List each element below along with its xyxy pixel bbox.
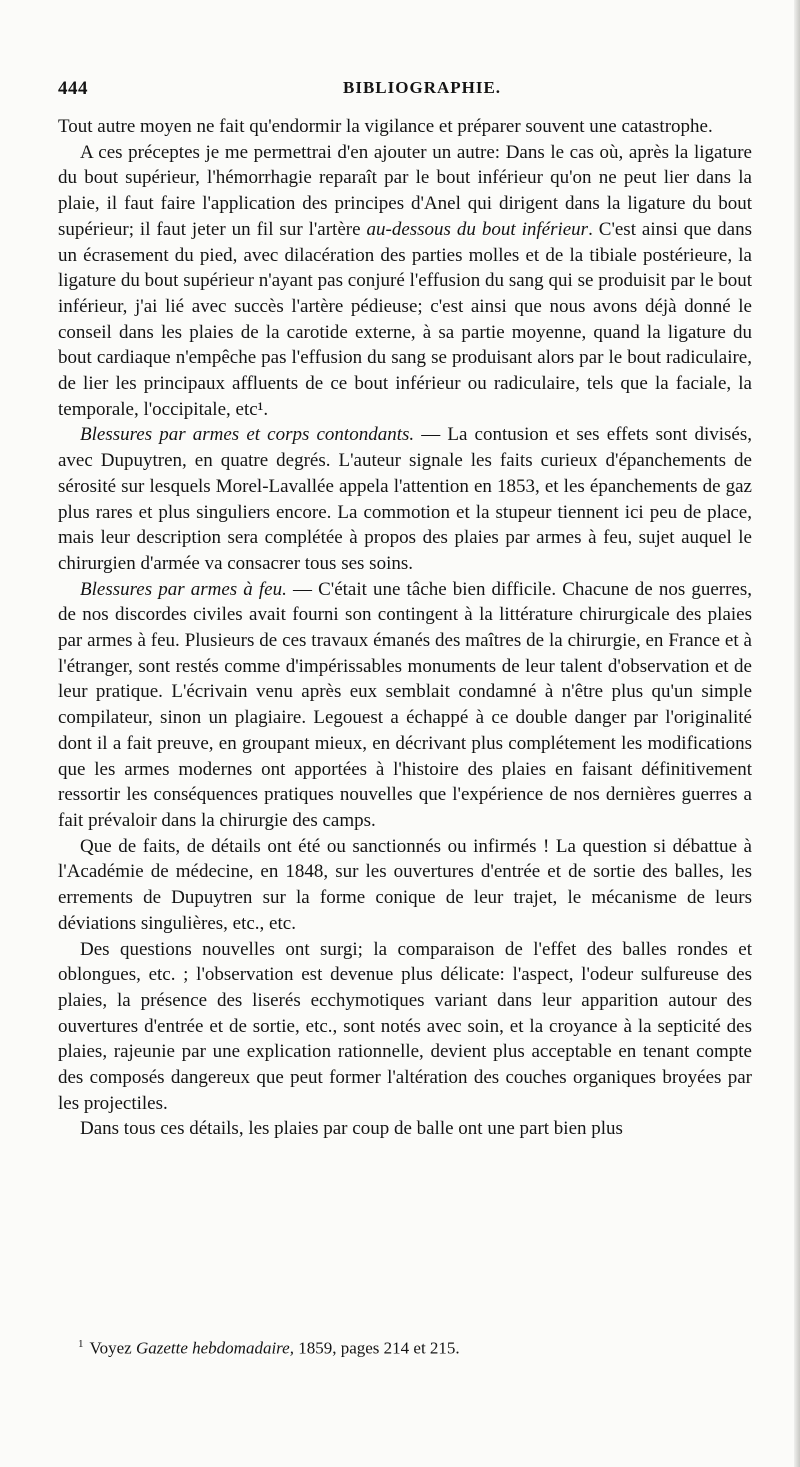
text-run: Dans tous ces détails, les plaies par coup de balle ont une part bien plus xyxy=(80,1118,623,1140)
body-text xyxy=(58,114,752,1142)
paragraph-p6 xyxy=(58,937,752,1117)
page-header xyxy=(58,78,758,108)
page-edge-shadow xyxy=(794,0,800,1467)
paragraph-p2 xyxy=(58,140,752,423)
paragraph-p5 xyxy=(58,834,752,937)
italic-phrase: Blessures par armes à feu. xyxy=(80,578,287,600)
text-run: Que de faits, de détails ont été ou sanctionnés ou infirmés ! La question si débattue à l'Académie de médecine, en 1848, sur les ouvertures d'entrée et de sortie des balles, les errements de Dupuytren sur la forme conique de leur trajet, le mécanisme de leurs déviations singulières, etc., etc. xyxy=(58,835,752,934)
footnote-marker: 1 xyxy=(78,1338,84,1350)
text-run: Tout autre moyen ne fait qu'endormir la vigilance et préparer souvent une catastrophe. xyxy=(58,116,713,137)
paragraph-p4 xyxy=(58,577,752,834)
text-run: Des questions nouvelles ont surgi; la comparaison de l'effet des balles rondes et oblongues, etc. ; l'observation est devenue plus délicate: l'aspect, l'odeur sulfureuse des plaies, la présence des liserés ecchymotiques variant dans leur apparition autour des ouvertures d'entrée et de sortie, etc., sont notés avec soin, et la croyance à la septicité des plaies, rajeunie par une explication rationnelle, devient plus acceptable en tenant compte des composés dangereux que peut former l'altération des couches organiques broyées par les projectiles. xyxy=(58,938,752,1114)
text-run: — La contusion et ses effets sont divisés, avec Dupuytren, en quatre degrés. L'auteur signale les faits curieux d'épanchements de sérosité sur lesquels Morel-Lavallée appela l'attention en 1853, et les épanchements de gaz plus rares et plus singuliers encore. La commotion et la stupeur tiennent ici peu de place, mais leur description sera complétée à propos des plaies par armes à feu, sujet auquel le chirurgien d'armée va consacrer tous ses soins. xyxy=(58,424,752,574)
footnote-prefix: Voyez xyxy=(89,1338,136,1358)
footnote-journal-title: Gazette hebdomadaire, xyxy=(135,1338,294,1358)
footnote-reference: 1859, pages 214 et 215. xyxy=(293,1338,460,1358)
italic-phrase: Blessures par armes et corps contondants. xyxy=(80,424,415,446)
paragraph-p3 xyxy=(58,422,752,576)
running-title: BIBLIOGRAPHIE. xyxy=(343,78,502,97)
paragraph-p7 xyxy=(58,1116,752,1142)
footnote xyxy=(78,1333,728,1360)
italic-phrase: au-dessous du bout inférieur xyxy=(366,218,589,240)
text-run: . C'est ainsi que dans un écrasement du pied, avec dilacération des parties molles et de la tibiale postérieure, la ligature du bout supérieur n'ayant pas conjuré l'effusion du sang qui se produisit par le bout inférieur, j'ai lié avec succès l'artère pédieuse; c'est ainsi que nous avons déjà donné le conseil dans les plaies de la carotide externe, à sa partie moyenne, quand la ligature du bout cardiaque n'empêche pas l'effusion du sang se produisant alors par le bout radiculaire, de lier les principaux affluents de ce bout inférieur ou radiculaire, tels que la faciale, la temporale, l'occipitale, etc¹. xyxy=(58,218,752,420)
text-run: A ces préceptes je me permettrai d'en ajouter un autre: Dans le cas où, après la ligature du bout supérieur, l'hémorrhagie reparaît par le bout inférieur qu'on ne peut lier dans la plaie, il faut faire l'application des principes d'Anel qui dirigent dans la ligature du bout supérieur; il faut jeter un fil sur l'artère xyxy=(58,141,752,240)
text-run: — C'était une tâche bien difficile. Chacune de nos guerres, de nos discordes civiles avait fourni son contingent à la littérature chirurgicale des plaies par armes à feu. Plusieurs de ces travaux émanés des maîtres de la chirurgie, en France et à l'étranger, sont restés comme d'impérissables monuments de leur talent d'observation et de leur pratique. L'écrivain venu après eux semblait condamné à n'être plus qu'un simple compilateur, sinon un plagiaire. Legouest a échappé à ce double danger par l'originalité dont il a fait preuve, en groupant mieux, en décrivant plus complétement les modifications que les armes modernes ont apportées à l'histoire des plaies en faisant définitivement ressortir les conséquences pratiques nouvelles que l'expérience de nos dernières guerres a fait prévaloir dans la chirurgie des camps. xyxy=(58,578,753,831)
paragraph-p1 xyxy=(58,114,752,140)
page-number: 444 xyxy=(58,78,88,99)
